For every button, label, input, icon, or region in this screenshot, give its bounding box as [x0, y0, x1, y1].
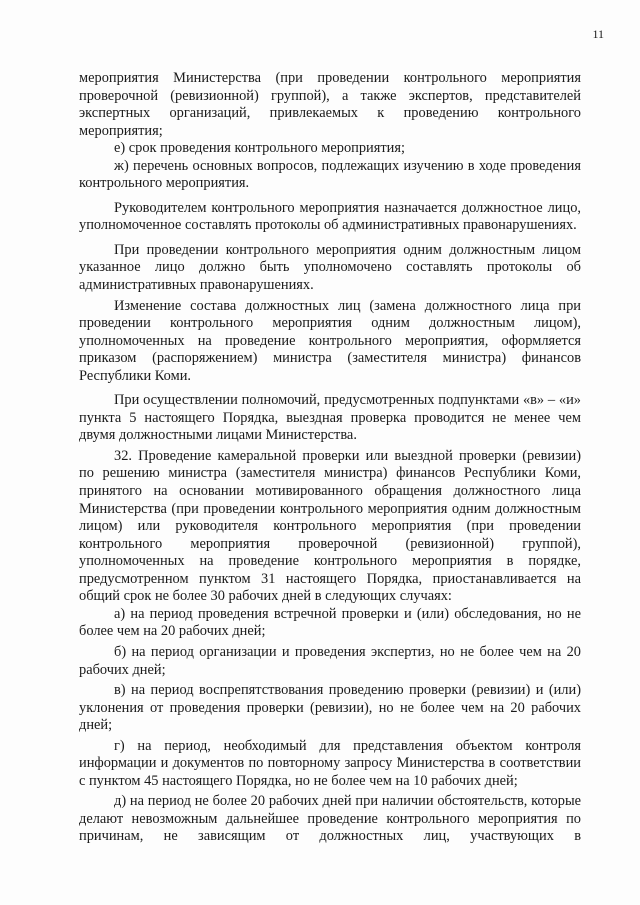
paragraph: Изменение состава должностных лиц (замена должностного лица при проведении контрольного мероприятия одним должностным лицом), уполномоченных на проведение контрольного мероприятия, оформляется приказом (распоряжением) министра (заместителя министра) финансов Республики Коми. [79, 297, 581, 384]
paragraph: г) на период, необходимый для представления объектом контроля информации и документов по повторному запросу Министерства в соответствии с пунктом 45 настоящего Порядка, но не более чем на 10 рабочих дней; [79, 737, 581, 789]
paragraph: ж) перечень основных вопросов, подлежащих изучению в ходе проведения контрольного мероприятия. [79, 157, 581, 192]
paragraph: Руководителем контрольного мероприятия назначается должностное лицо, уполномоченное составлять протоколы об административных правонарушениях. [79, 199, 581, 234]
document-body [79, 70, 581, 846]
paragraph: в) на период воспрепятствования проведению проверки (ревизии) и (или) уклонения от проведения проверки (ревизии), но не более чем на 20 рабочих дней; [79, 682, 581, 734]
paragraph: При осуществлении полномочий, предусмотренных подпунктами «в» – «и» пункта 5 настоящего Порядка, выездная проверка проводится не менее чем двумя должностными лицами Министерства. [79, 392, 581, 444]
paragraph: б) на период организации и проведения экспертиз, но не более чем на 20 рабочих дней; [79, 643, 581, 678]
paragraph: 32. Проведение камеральной проверки или выездной проверки (ревизии) по решению министра (заместителя министра) финансов Республики Коми, принятого на основании мотивированного обращения должностного лица Министерства (при проведении контрольного мероприятия одним должностным лицом) или руководителя контрольного мероприятия (при проведении контрольного мероприятия проверочной (ревизионной) группой), уполномоченных на проведение контрольного мероприятия в порядке, предусмотренном пунктом 31 настоящего Порядка, приостанавливается на общий срок не более 30 рабочих дней в следующих случаях: [79, 447, 581, 605]
paragraph: мероприятия Министерства (при проведении контрольного мероприятия проверочной (ревизионной) группой), а также экспертов, представителей экспертных организаций, привлекаемых к проведению контрольного мероприятия; [79, 70, 581, 139]
page-number: 11 [592, 27, 604, 41]
paragraph: а) на период проведения встречной проверки и (или) обследования, но не более чем на 20 рабочих дней; [79, 605, 581, 640]
paragraph: д) на период не более 20 рабочих дней при наличии обстоятельств, которые делают невозможным дальнейшее проведение контрольного мероприятия по причинам, не зависящим от должностных лиц, участвующих в [79, 793, 581, 845]
paragraph: е) срок проведения контрольного мероприятия; [114, 140, 405, 157]
paragraph: При проведении контрольного мероприятия одним должностным лицом указанное лицо должно быть уполномочено составлять протоколы об административных правонарушениях. [79, 241, 581, 294]
